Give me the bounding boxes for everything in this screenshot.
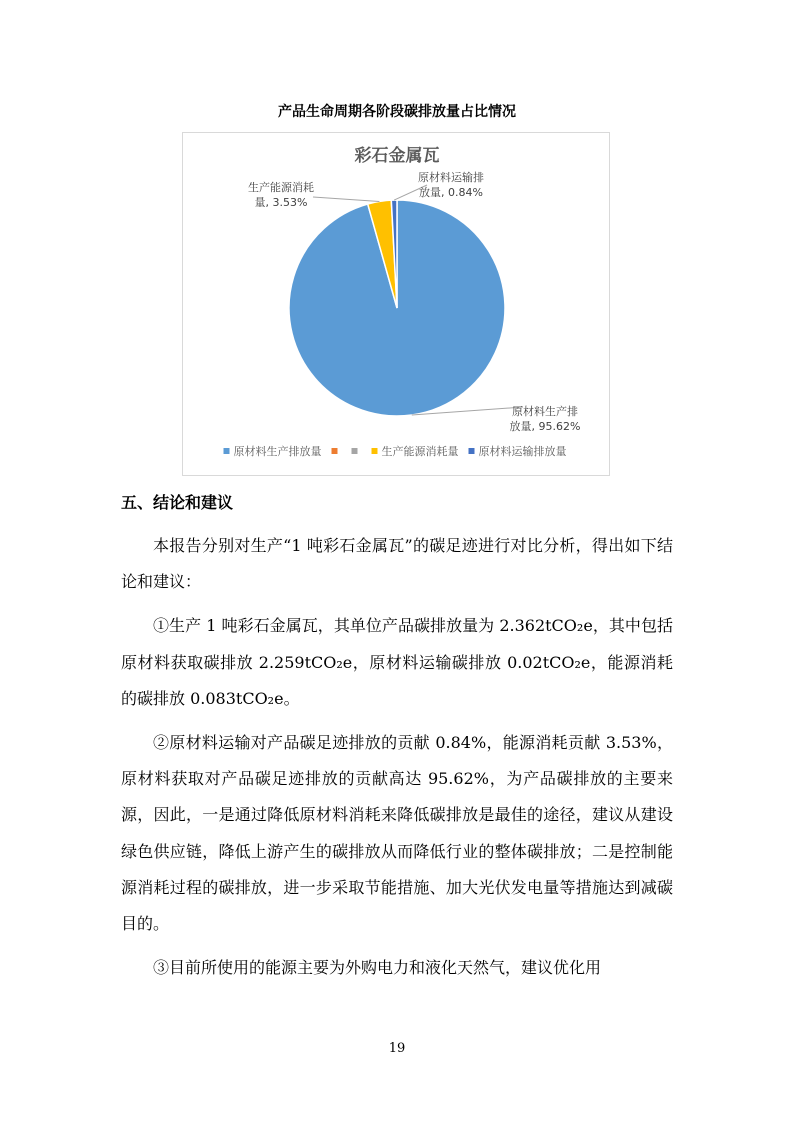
legend-item-0 <box>224 444 322 458</box>
legend-label-0: 原材料生产排放量 <box>233 445 322 458</box>
data-label-2: 原材料运输排放量, 0.84% <box>418 171 484 199</box>
legend-swatch-4 <box>469 448 475 454</box>
paragraph-conclusion-1: ①生产 1 吨彩石金属瓦，其单位产品碳排放量为 2.362tCO₂e，其中包括原材料获取碳排放 2.259tCO₂e，原材料运输碳排放 0.02tCO₂e，能源消耗的碳排放 0.083tCO₂e。 <box>121 616 673 708</box>
figure-caption: 产品生命周期各阶段碳排放量占比情况 <box>278 104 516 120</box>
legend-swatch-1 <box>332 448 338 454</box>
paragraph-conclusion-3: ③目前所使用的能源主要为外购电力和液化天然气，建议优化用 <box>153 958 602 978</box>
legend-swatch-0 <box>224 448 230 454</box>
legend-item-1 <box>332 448 338 454</box>
data-label-1: 生产能源消耗量, 3.53% <box>248 181 314 209</box>
page-number: 19 <box>388 1041 406 1056</box>
legend-item-3 <box>372 444 459 458</box>
paragraph-conclusion-2: ②原材料运输对产品碳足迹排放的贡献 0.84%，能源消耗贡献 3.53%，原材料获取对产品碳足迹排放的贡献高达 95.62%，为产品碳排放的主要来源，因此，一是通过降低原材料消耗来降低碳排放是最佳的途径，建议从建设绿色供应链，降低上游产生的碳排放从而降低行业的整体碳排放；二是控制能源消耗过程的碳排放，进一步采取节能措施、加大光伏发电量等措施达到减碳目的。 <box>121 733 673 934</box>
legend-label-3: 生产能源消耗量 <box>381 445 459 458</box>
legend-item-2 <box>352 448 358 454</box>
data-label-0: 原材料生产排放量, 95.62% <box>509 405 581 433</box>
pie-chart-frame <box>182 132 610 476</box>
section-heading: 五、结论和建议 <box>121 493 234 512</box>
legend-label-4: 原材料运输排放量 <box>478 445 567 458</box>
leader-line-1 <box>313 197 379 201</box>
paragraph-intro: 本报告分别对生产“1 吨彩石金属瓦”的碳足迹进行对比分析，得出如下结论和建议： <box>121 536 673 592</box>
body-text <box>121 528 673 994</box>
legend-item-4 <box>469 444 567 458</box>
pie-chart <box>183 133 611 477</box>
legend-swatch-2 <box>352 448 358 454</box>
chart-title: 彩石金属瓦 <box>354 146 440 166</box>
legend-swatch-3 <box>372 448 378 454</box>
